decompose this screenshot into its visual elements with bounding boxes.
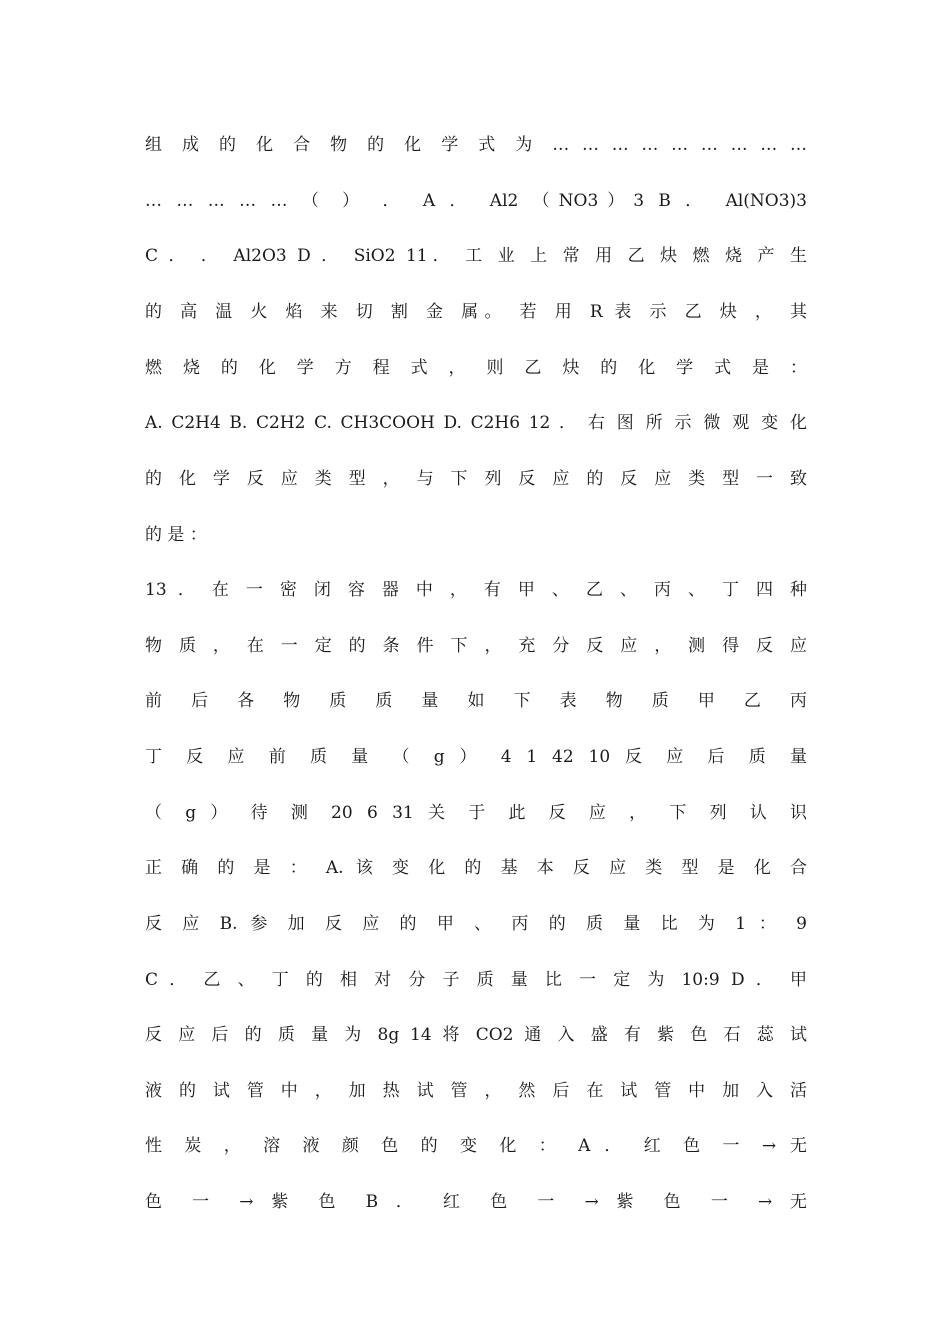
text-line: 的 化 学 反 应 类 型 ， 与 下 列 反 应 的 反 应 类 型 一 致	[145, 469, 807, 489]
text-line: 性 炭 ， 溶 液 颜 色 的 变 化 ： A ． 红 色 一 → 无	[145, 1136, 807, 1156]
text-line: 前 后 各 物 质 质 量 如 下 表 物 质 甲 乙 丙	[145, 691, 807, 711]
text-line: A. C2H4 B. C2H2 C. CH3COOH D. C2H6 12 ． 右 图 所 示 微 观 变 化	[145, 413, 807, 433]
text-line: 丁 反 应 前 质 量 （ g ） 4 1 42 10 反 应 后 质 量	[145, 747, 807, 767]
text-line: 13 ． 在 一 密 闭 容 器 中 ， 有 甲 、 乙 、 丙 、 丁 四 种	[145, 580, 807, 600]
text-line: 组 成 的 化 合 物 的 化 学 式 为 … … … … … … … … …	[145, 135, 807, 155]
text-line: 正 确 的 是 ： A. 该 变 化 的 基 本 反 应 类 型 是 化 合	[145, 858, 807, 878]
text-line: 的 是 ：	[145, 525, 207, 545]
text-line: C ． 乙 、 丁 的 相 对 分 子 质 量 比 一 定 为 10:9 D ． 甲	[145, 970, 807, 990]
text-line: C ． ． Al2O3 D ． SiO2 11． 工 业 上 常 用 乙 炔 燃 烧 产 生	[145, 246, 807, 266]
text-line: 反 应 后 的 质 量 为 8g 14 将 CO2 通 入 盛 有 紫 色 石 蕊 试	[145, 1025, 807, 1045]
text-line: 反 应 B. 参 加 反 应 的 甲 、 丙 的 质 量 比 为 1 ： 9	[145, 914, 807, 934]
text-line: （ g ） 待 测 20 6 31 关 于 此 反 应 ， 下 列 认 识	[145, 803, 807, 823]
text-line: 液 的 试 管 中 ， 加 热 试 管 ， 然 后 在 试 管 中 加 入 活	[145, 1081, 807, 1101]
text-line: 物 质 ， 在 一 定 的 条 件 下 ， 充 分 反 应 ， 测 得 反 应	[145, 636, 807, 656]
text-line: … … … … … （ ） ． A ． Al2 （NO3）3 B ． Al(NO3)3	[145, 191, 807, 211]
text-line: 色 一 → 紫 色 B ． 红 色 一 → 紫 色 一 → 无	[145, 1192, 807, 1212]
text-line: 的 高 温 火 焰 来 切 割 金 属。 若 用 R 表 示 乙 炔 ， 其	[145, 302, 807, 322]
text-line: 燃 烧 的 化 学 方 程 式 ， 则 乙 炔 的 化 学 式 是 ：	[145, 358, 807, 378]
